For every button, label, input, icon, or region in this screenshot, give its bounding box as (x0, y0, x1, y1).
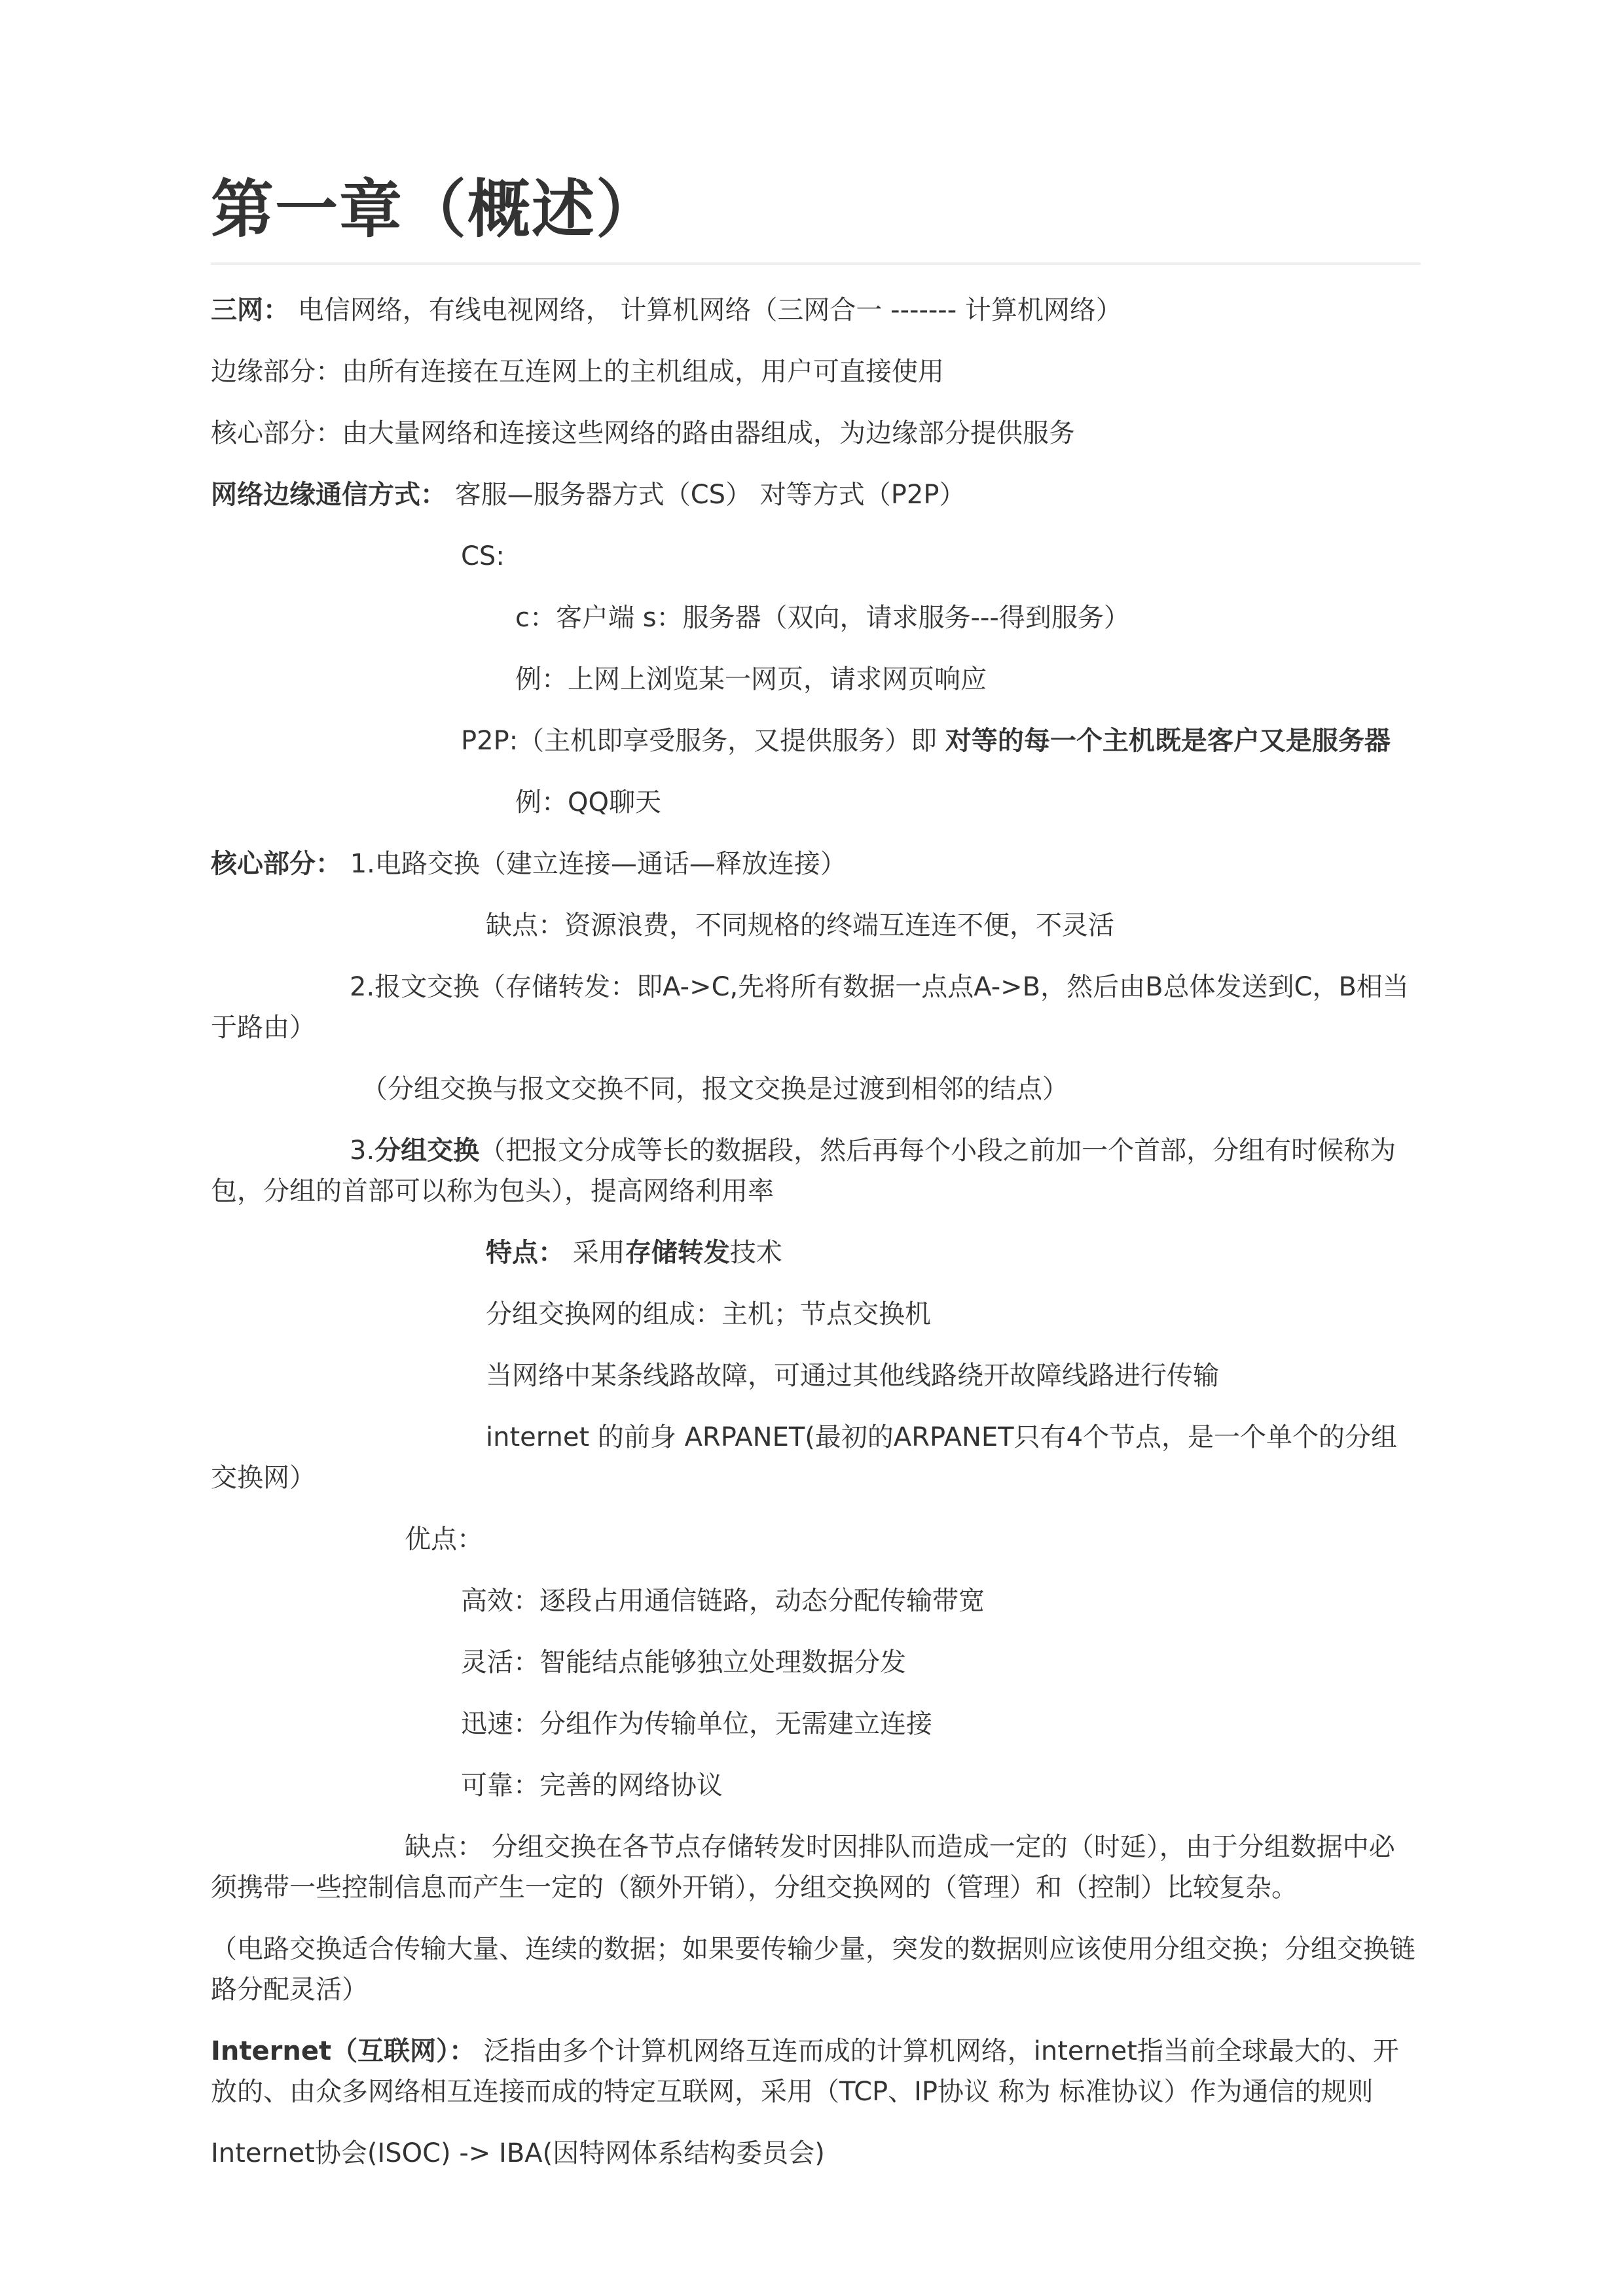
arpanet-paragraph: internet 的前身 ARPANET(最初的ARPANET只有4个节点，是一个单个的分组交换网） (211, 1422, 1398, 1493)
cs-example: 例：上网上浏览某一网页，请求网页响应 (515, 664, 987, 694)
fault-tolerance: 当网络中某条线路故障，可通过其他线路绕开故障线路进行传输 (486, 1361, 1219, 1391)
p2p-example: 例：QQ聊天 (515, 787, 661, 817)
p2p-emphasis: 对等的每一个主机既是客户又是服务器 (945, 726, 1391, 756)
packet-network-composition: 分组交换网的组成：主机；节点交换机 (486, 1299, 931, 1329)
chapter-title: 第一章（概述） (211, 173, 660, 246)
core-switching-paragraph: 核心部分： 1.电路交换（建立连接—通话—释放连接） (211, 849, 847, 879)
packet-switching-term: 分组交换 (374, 1136, 480, 1166)
internet-label: Internet（互联网）： (211, 2036, 476, 2066)
pro-item: 灵活：智能结点能够独立处理数据分发 (461, 1647, 906, 1677)
comparison-paragraph: （电路交换适合传输大量、连续的数据；如果要传输少量，突发的数据则应该使用分组交换；分组交换链路分配灵活） (211, 1934, 1415, 2005)
feature-label: 特点： (486, 1238, 564, 1268)
store-forward-term: 存储转发 (625, 1238, 730, 1268)
packet-switching-paragraph: 3.分组交换（把报文分成等长的数据段，然后再每个小段之前加一个首部，分组有时候称为包，分组的首部可以称为包头），提高网络利用率 (211, 1136, 1396, 1206)
p2p-paragraph: P2P:（主机即享受服务，又提供服务）即 对等的每一个主机既是客户又是服务器 (461, 726, 1391, 756)
circuit-cons: 缺点：资源浪费，不同规格的终端互连连不便，不灵活 (486, 910, 1114, 941)
feature-paragraph: 特点： 采用存储转发技术 (486, 1238, 782, 1268)
pro-item: 可靠：完善的网络协议 (461, 1770, 723, 1801)
edge-part-paragraph: 边缘部分：由所有连接在互连网上的主机组成，用户可直接使用 (211, 357, 944, 387)
cons-paragraph: 缺点： 分组交换在各节点存储转发时因排队而造成一定的（时延），由于分组数据中必须携带一些控制信息而产生一定的（额外开销），分组交换网的（管理）和（控制）比较复杂。 (211, 1832, 1395, 1903)
core-label: 核心部分： (211, 849, 342, 879)
three-networks-paragraph: 三网： 电信网络，有线电视网络， 计算机网络（三网合一 ------- 计算机网络） (211, 295, 1122, 325)
edge-comm-label: 网络边缘通信方式： (211, 480, 447, 510)
three-networks-label: 三网： (211, 295, 289, 325)
cs-label: CS: (461, 541, 505, 571)
title-divider (211, 262, 1421, 265)
internet-paragraph: Internet（互联网）： 泛指由多个计算机网络互连而成的计算机网络，internet指当前全球最大的、开放的、由众多网络相互连接而成的特定互联网，采用（TCP、IP协议 称为 标准协议）作为通信的规则 (211, 2036, 1399, 2107)
pro-item: 高效：逐段占用通信链路，动态分配传输带宽 (461, 1586, 985, 1616)
pro-item: 迅速：分组作为传输单位，无需建立连接 (461, 1709, 932, 1739)
message-switching-paragraph: 2.报文交换（存储转发：即A->C,先将所有数据一点点A->B，然后由B总体发送到C，B相当于路由） (211, 972, 1409, 1043)
core-part-paragraph: 核心部分：由大量网络和连接这些网络的路由器组成，为边缘部分提供服务 (211, 418, 1075, 448)
edge-comm-paragraph: 网络边缘通信方式： 客服—服务器方式（CS） 对等方式（P2P） (211, 480, 966, 510)
message-switching-note: （分组交换与报文交换不同，报文交换是过渡到相邻的结点） (361, 1074, 1068, 1104)
isoc-paragraph: Internet协会(ISOC) -> IBA(因特网体系结构委员会) (211, 2138, 825, 2168)
pros-label: 优点： (405, 1524, 483, 1554)
document-content (211, 160, 1421, 2195)
cs-detail: c：客户端 s：服务器（双向，请求服务---得到服务） (515, 603, 1130, 633)
